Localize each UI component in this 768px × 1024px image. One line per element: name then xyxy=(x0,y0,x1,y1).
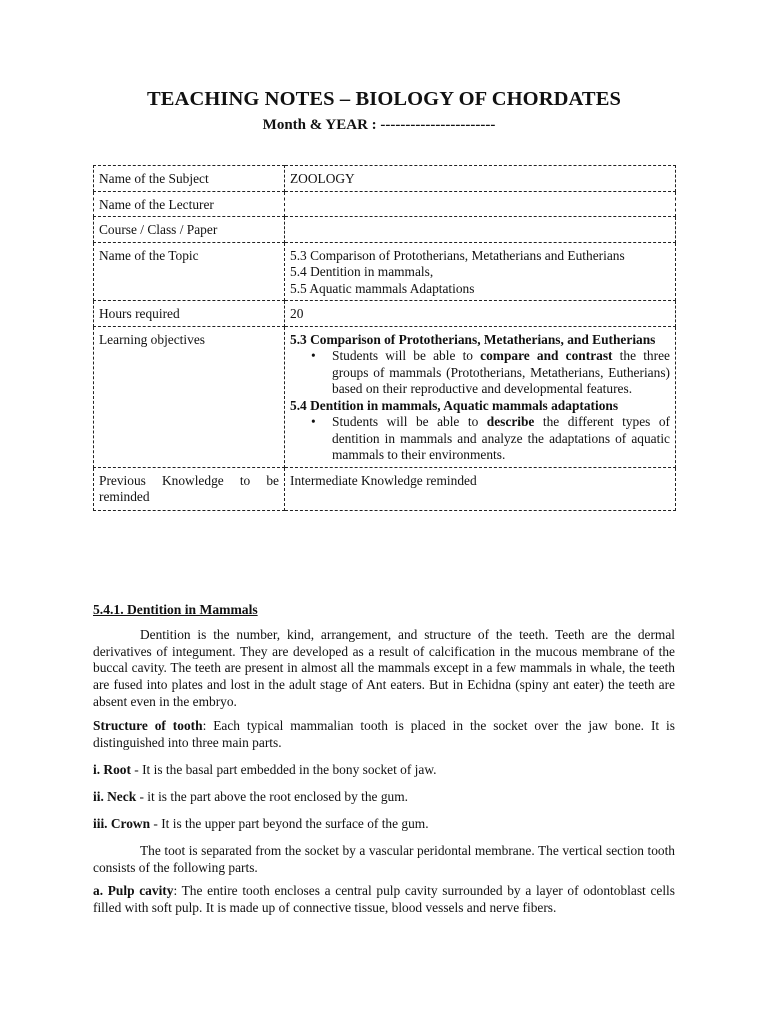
part-paragraph xyxy=(93,816,675,833)
bullet-icon: • xyxy=(311,414,316,429)
topic-line: 5.5 Aquatic mammals Adaptations xyxy=(290,280,475,296)
part-term: ii. Neck xyxy=(93,789,137,805)
part-text: - it is the part above the root enclosed by the gum. xyxy=(136,789,408,805)
objective-list xyxy=(290,414,670,464)
topic-label: Name of the Topic xyxy=(94,242,285,301)
info-table xyxy=(93,165,676,511)
table-row xyxy=(94,242,676,301)
subject-value: ZOOLOGY xyxy=(285,166,676,192)
part-paragraph xyxy=(93,762,675,779)
structure-term: Structure of tooth xyxy=(93,717,203,733)
hours-label: Hours required xyxy=(94,301,285,327)
topic-value xyxy=(285,242,676,301)
objectives-value xyxy=(285,326,676,467)
previous-knowledge-value: Intermediate Knowledge reminded xyxy=(285,467,676,510)
pulp-term: a. Pulp cavity xyxy=(93,883,174,899)
objective-text: the three groups of mammals (Prototherians, Metatherians, Eutherians) based on their reproductive and developmental features. xyxy=(332,348,670,396)
part-text: - It is the upper part beyond the surface of the gum. xyxy=(150,815,429,831)
part-term: iii. Crown xyxy=(93,815,151,831)
section-paragraph: The toot is separated from the socket by a vascular peridontal membrane. The vertical section tooth consists of the following parts. xyxy=(93,842,675,875)
part-term: i. Root xyxy=(93,762,131,778)
table-row xyxy=(94,191,676,217)
objective-heading: 5.3 Comparison of Prototherians, Metatherians, and Eutherians xyxy=(290,331,656,347)
previous-knowledge-label: Previous Knowledge to be reminded xyxy=(94,467,285,510)
table-row xyxy=(94,301,676,327)
table-row xyxy=(94,217,676,243)
table-row xyxy=(94,166,676,192)
section-heading: 5.4.1. Dentition in Mammals xyxy=(93,602,258,617)
objective-heading: 5.4 Dentition in mammals, Aquatic mammals adaptations xyxy=(290,397,619,413)
page-title: TEACHING NOTES – BIOLOGY OF CHORDATES xyxy=(147,88,621,110)
subject-label: Name of the Subject xyxy=(94,166,285,192)
month-year-line: Month & YEAR : ----------------------- xyxy=(262,117,496,133)
objective-text: Students will be able to xyxy=(332,414,487,429)
topic-line: 5.3 Comparison of Prototherians, Metatherians and Eutherians xyxy=(290,247,625,263)
objective-text: the different types of dentition in mammals and analyze the adaptations of aquatic mammals to their environments. xyxy=(332,414,670,462)
bullet-icon: • xyxy=(311,348,316,363)
objective-emphasis: describe xyxy=(486,414,535,429)
lecturer-value xyxy=(285,191,676,217)
structure-text: : Each typical mammalian tooth is placed in the socket over the jaw bone. It is distinguished into three main parts. xyxy=(93,717,675,750)
hours-value: 20 xyxy=(285,301,676,327)
objective-item xyxy=(311,414,670,464)
lecturer-label: Name of the Lecturer xyxy=(94,191,285,217)
structure-paragraph xyxy=(93,718,675,752)
part-paragraph xyxy=(93,789,675,806)
table-row xyxy=(94,467,676,510)
topic-line: 5.4 Dentition in mammals, xyxy=(290,264,434,279)
objective-text: Students will be able to xyxy=(332,348,481,363)
part-text: - It is the basal part embedded in the bony socket of jaw. xyxy=(130,762,437,778)
intro-paragraph: Dentition is the number, kind, arrangement, and structure of the teeth. Teeth are the dermal derivatives of integument. They are developed as a result of calcification in the mucous membrane of the buccal cavity. The teeth are present in almost all the mammals except in a few mammals in whale, the teeth are fused into plates and lost in the adult stage of Ant eaters. But in Echidna (spiny ant eater) the teeth are absent even in the embryo. xyxy=(93,626,675,709)
objective-item xyxy=(311,348,670,398)
objective-emphasis: compare and contrast xyxy=(480,348,613,363)
objectives-label: Learning objectives xyxy=(94,326,285,467)
course-value xyxy=(285,217,676,243)
table-row xyxy=(94,326,676,467)
course-label: Course / Class / Paper xyxy=(94,217,285,243)
pulp-text: : The entire tooth encloses a central pulp cavity surrounded by a layer of odontoblast cells filled with soft pulp. It is made up of connective tissue, blood vessels and nerve fibers. xyxy=(93,883,675,916)
objective-list xyxy=(290,348,670,398)
pulp-paragraph xyxy=(93,883,675,917)
body-content xyxy=(93,602,675,924)
